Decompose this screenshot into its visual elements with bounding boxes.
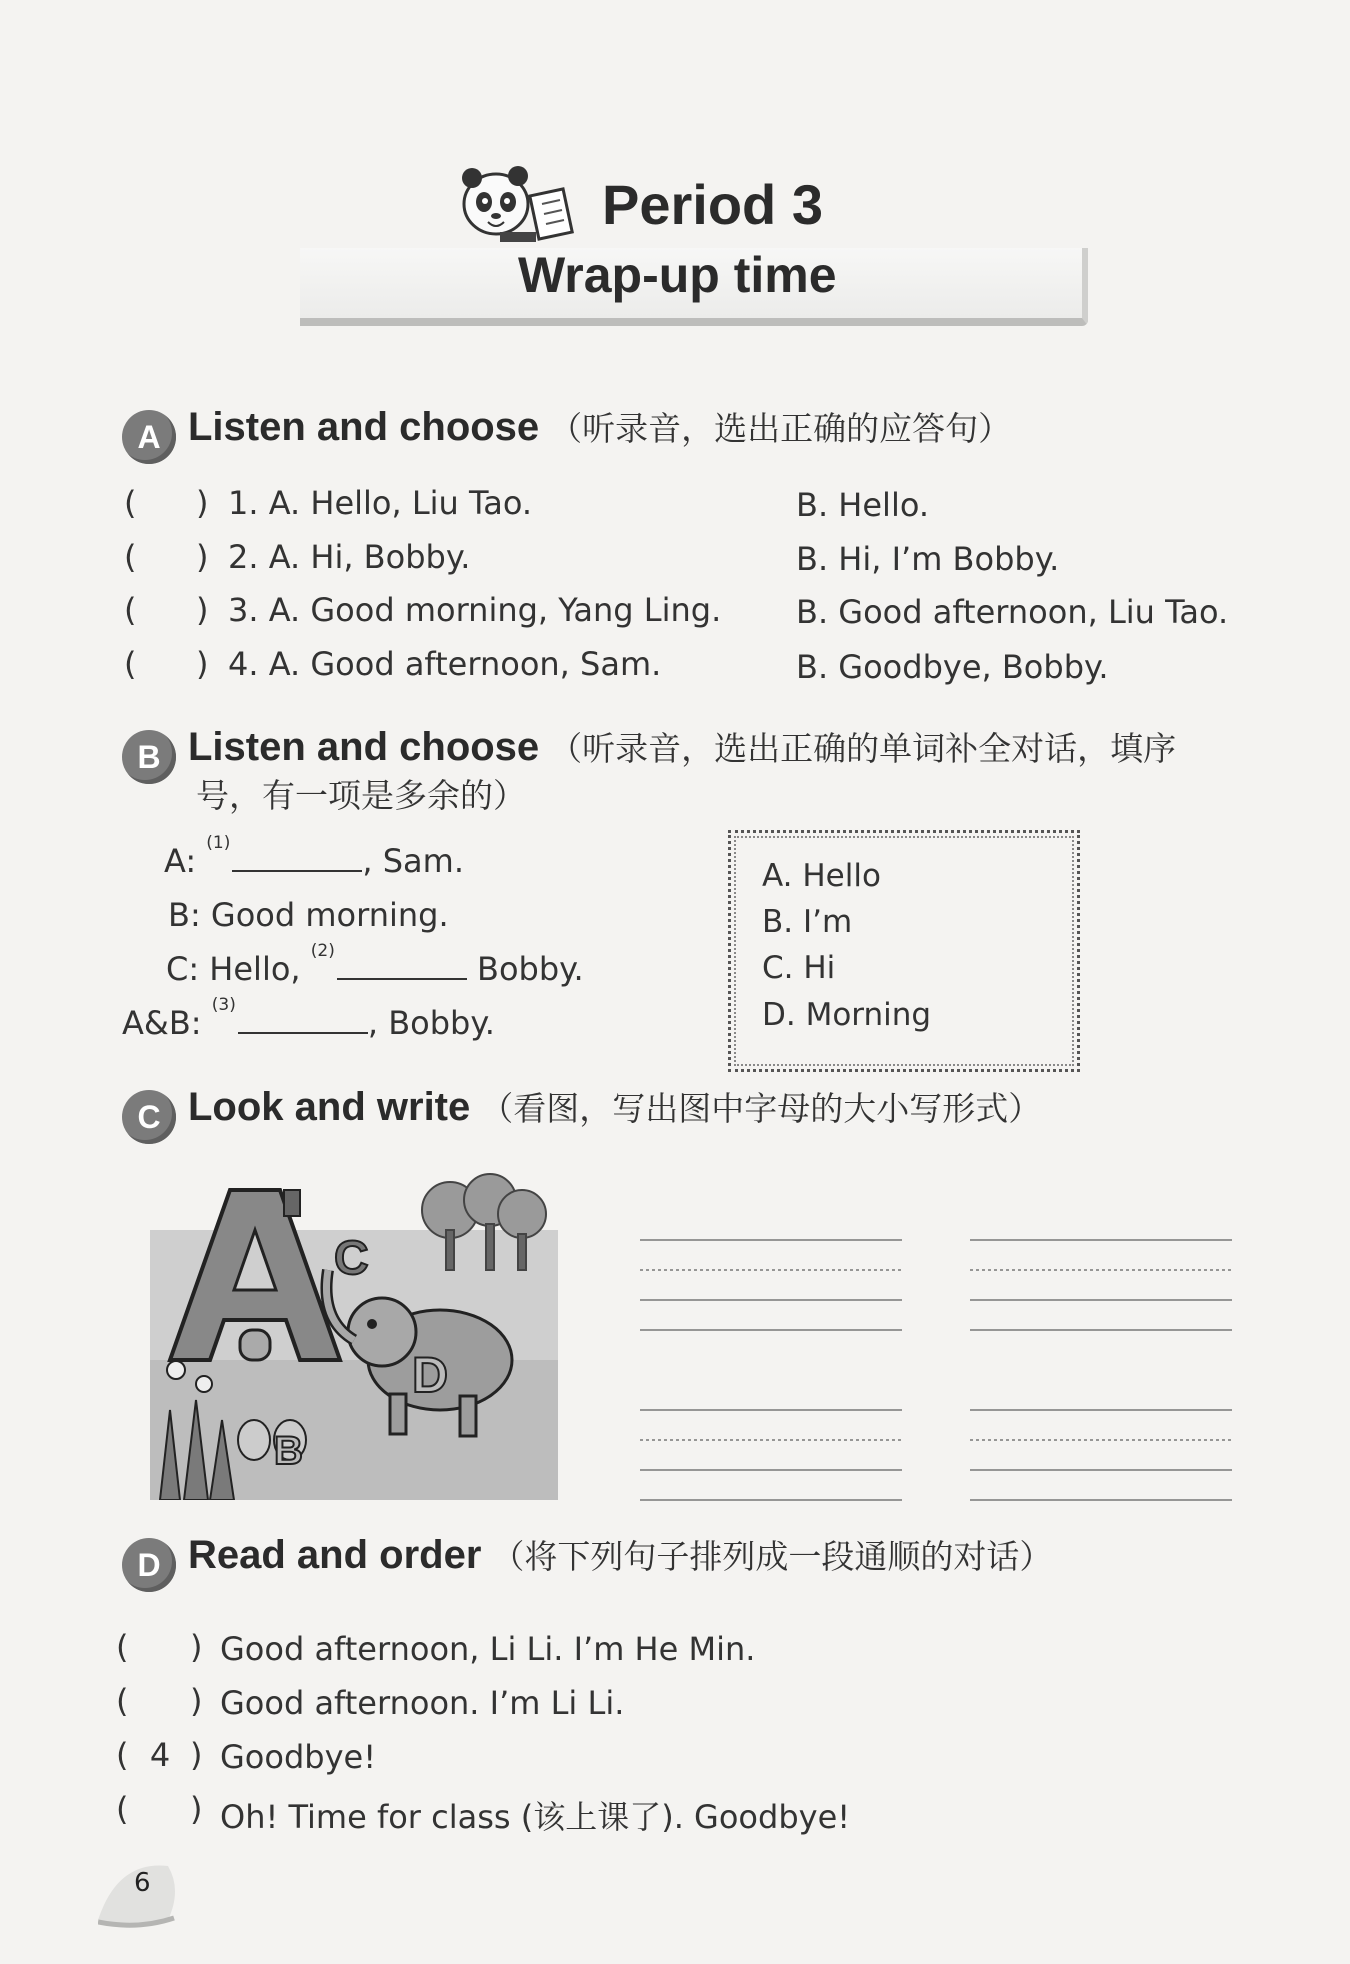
dialogue-text: , Bobby. bbox=[367, 1004, 495, 1042]
list-item bbox=[228, 591, 721, 629]
fill-blank[interactable] bbox=[232, 844, 362, 872]
item-number: 3. bbox=[228, 591, 259, 629]
section-a-note: （听录音，选出正确的应答句） bbox=[549, 408, 1012, 448]
choice-a: A. Hello, Liu Tao. bbox=[268, 484, 533, 522]
writing-lines[interactable] bbox=[640, 1234, 1240, 1506]
page-subtitle: Wrap-up time bbox=[518, 247, 837, 303]
speaker: A&B: bbox=[122, 1004, 202, 1042]
dialogue-line bbox=[164, 833, 464, 880]
item-number: 4. bbox=[228, 645, 259, 683]
word-option: D. Morning bbox=[762, 997, 932, 1033]
section-d-badge: D bbox=[122, 1538, 176, 1592]
blank-number: (1) bbox=[206, 833, 231, 854]
letter-d: D bbox=[412, 1347, 449, 1403]
section-d-note: （将下列句子排列成一段通顺的对话） bbox=[491, 1536, 1053, 1576]
section-c-note: （看图，写出图中字母的大小写形式） bbox=[480, 1088, 1042, 1128]
letter-c: C bbox=[334, 1232, 369, 1285]
dialogue-line bbox=[168, 896, 449, 934]
answer-paren-close: ) bbox=[190, 1628, 203, 1666]
section-d-heading bbox=[122, 1530, 1052, 1584]
section-c-badge: C bbox=[122, 1090, 176, 1144]
word-option: B. I’m bbox=[762, 904, 853, 940]
choice-a: A. Good afternoon, Sam. bbox=[268, 645, 662, 683]
item-number: 2. bbox=[228, 538, 259, 576]
answer-paren-close: ) bbox=[196, 538, 209, 576]
answer-paren-close: ) bbox=[190, 1682, 203, 1720]
choice-a: A. Hi, Bobby. bbox=[268, 538, 471, 576]
section-a-title: Listen and choose bbox=[188, 404, 540, 449]
list-item bbox=[228, 484, 532, 522]
section-b-title: Listen and choose bbox=[188, 724, 540, 769]
answer-paren-close: ) bbox=[196, 645, 209, 683]
answer-paren-open: ( bbox=[124, 645, 137, 683]
section-a-badge: A bbox=[122, 410, 176, 464]
answer-paren-open: ( bbox=[124, 538, 137, 576]
choice-b: B. Hello. bbox=[796, 486, 930, 524]
section-a-heading bbox=[122, 402, 1011, 456]
blank-number: (2) bbox=[310, 941, 335, 962]
blank-number: (3) bbox=[211, 995, 236, 1016]
list-item: Good afternoon, Li Li. I’m He Min. bbox=[220, 1630, 756, 1668]
speaker: A: bbox=[164, 842, 197, 880]
panda-mascot-icon bbox=[460, 158, 584, 250]
page-number: 6 bbox=[134, 1868, 151, 1898]
list-item bbox=[228, 538, 470, 576]
answer-paren-open: ( bbox=[116, 1682, 129, 1720]
answer-paren-open: ( bbox=[116, 1736, 129, 1774]
dialogue-line bbox=[122, 995, 495, 1042]
choice-b: B. Goodbye, Bobby. bbox=[796, 648, 1109, 686]
item-number: 1. bbox=[228, 484, 259, 522]
list-item: Good afternoon. I’m Li Li. bbox=[220, 1684, 625, 1722]
dialogue-text: Good morning. bbox=[210, 896, 449, 934]
letter-house-icon bbox=[170, 1190, 340, 1375]
dialogue-text: Bobby. bbox=[477, 950, 584, 988]
period-title: Period 3 bbox=[602, 173, 823, 236]
section-b-note-line1: （听录音，选出正确的单词补全对话，填序 bbox=[549, 728, 1177, 768]
list-item: Oh! Time for class (该上课了). Goodbye! bbox=[220, 1798, 851, 1836]
section-c-heading bbox=[122, 1082, 1041, 1136]
dialogue-line bbox=[166, 941, 584, 988]
section-b-badge: B bbox=[122, 730, 176, 784]
answer-paren-close: ) bbox=[190, 1790, 203, 1828]
choice-b: B. Hi, I’m Bobby. bbox=[796, 540, 1060, 578]
answer-paren-close: ) bbox=[196, 591, 209, 629]
word-option: C. Hi bbox=[762, 950, 836, 986]
order-answer[interactable]: 4 bbox=[149, 1736, 171, 1774]
answer-paren-close: ) bbox=[190, 1736, 203, 1774]
dialogue-text: , Sam. bbox=[362, 842, 464, 880]
answer-paren-close: ) bbox=[196, 484, 209, 522]
section-d-title: Read and order bbox=[188, 1532, 482, 1577]
choice-b: B. Good afternoon, Liu Tao. bbox=[796, 593, 1229, 631]
section-c-title: Look and write bbox=[188, 1084, 471, 1129]
answer-paren-open: ( bbox=[124, 484, 137, 522]
section-b-heading bbox=[122, 722, 1176, 776]
answer-paren-open: ( bbox=[116, 1628, 129, 1666]
answer-paren-open: ( bbox=[124, 591, 137, 629]
letters-scene-illustration bbox=[150, 1170, 558, 1500]
fill-blank[interactable] bbox=[238, 1006, 368, 1034]
answer-paren-open: ( bbox=[116, 1790, 129, 1828]
dialogue-text: Hello, bbox=[209, 950, 301, 988]
choice-a: A. Good morning, Yang Ling. bbox=[268, 591, 722, 629]
list-item: Goodbye! bbox=[220, 1738, 377, 1776]
speaker: B: bbox=[168, 896, 201, 934]
word-option: A. Hello bbox=[762, 858, 881, 894]
letter-b: B bbox=[274, 1429, 303, 1473]
fill-blank[interactable] bbox=[337, 952, 467, 980]
list-item bbox=[228, 645, 661, 683]
speaker: C: bbox=[166, 950, 200, 988]
section-b-note-line2: 号，有一项是多余的） bbox=[196, 776, 526, 815]
